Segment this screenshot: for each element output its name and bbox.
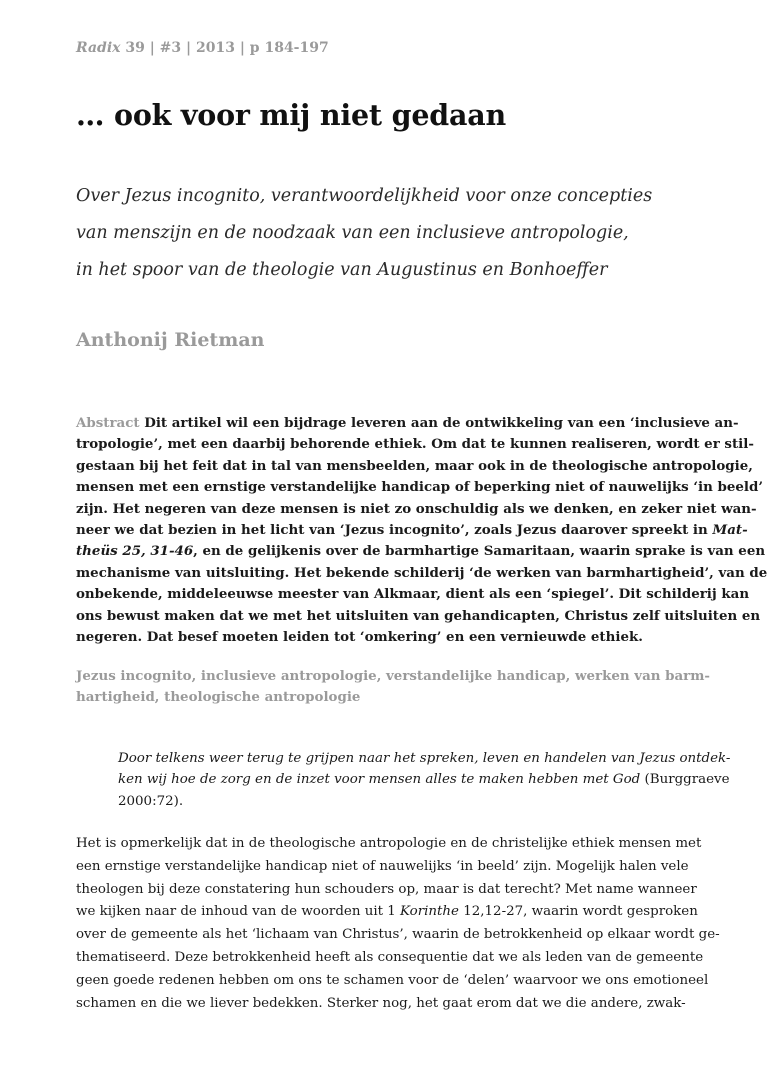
abstract-text: neer we dat bezien in het licht van ‘Jezus incognito’, zoals Jezus daarover spreekt in [76, 522, 713, 539]
journal-name: Radix [76, 40, 121, 56]
abstract-text: , en de gelijkenis over de barmhartige Samaritaan, waarin sprake is van een [193, 543, 766, 560]
abstract-line: mechanisme van uitsluiting. Het bekende schilderij ‘de werken van barmhartigheid’, van de [76, 564, 767, 581]
abstract-label: Abstract [76, 415, 140, 431]
body-text [76, 833, 720, 1015]
body-line: schamen en die we liever bedekken. Sterker nog, het gaat erom dat we die andere, zwak- [76, 995, 686, 1011]
scripture-reference: Mat- [712, 522, 748, 539]
article-subtitle [76, 178, 653, 289]
quote-line: 2000:72). [118, 793, 184, 809]
abstract-text: Dit artikel wil een bijdrage leveren aan de ontwikkeling van een ‘inclusieve an- [139, 415, 739, 431]
abstract-line: onbekende, middeleeuwse meester van Alkmaar, dient als een ‘spiegel’. Dit schilderij kan [76, 586, 750, 603]
body-line: over de gemeente als het ‘lichaam van Christus’, waarin de betrokkenheid op elkaar wordt ge- [76, 927, 720, 943]
abstract-line [76, 541, 766, 562]
journal-issue: 39 | #3 | 2013 | p 184-197 [120, 40, 329, 56]
abstract-line: ons bewust maken dat we met het uitsluiten van gehandicapten, Christus zelf uitsluiten en [76, 607, 761, 624]
body-line: een ernstige verstandelijke handicap niet of nauwelijks ‘in beeld’ zijn. Mogelijk halen vele [76, 858, 689, 874]
keywords [76, 666, 710, 709]
abstract-line: tropologie’, met een daarbij behorende ethiek. Om dat te kunnen realiseren, wordt er stil- [76, 436, 754, 453]
keywords-line: Jezus incognito, inclusieve antropologie, verstandelijke handicap, werken van barm- [76, 668, 710, 684]
body-line [76, 901, 698, 924]
body-line: Het is opmerkelijk dat in de theologische antropologie en de christelijke ethiek mensen met [76, 836, 702, 851]
body-line: theologen bij deze constatering hun schouders op, maar is dat terecht? Met name wanneer [76, 881, 697, 897]
quote-text: ken wij hoe de zorg en de inzet voor mensen alles te maken hebben met God [118, 772, 641, 788]
epigraph-quote [118, 748, 731, 812]
abstract [76, 413, 767, 648]
body-line: geen goede redenen hebben om ons te schamen voor de ‘delen’ waarvoor we ons emotioneel [76, 972, 709, 988]
body-text-span: 12,12-27, waarin wordt gesproken [458, 904, 698, 920]
subtitle-line: Over Jezus incognito, verantwoordelijkheid voor onze concepties [76, 186, 653, 206]
abstract-line [76, 520, 748, 541]
abstract-line [76, 413, 739, 434]
body-line: thematiseerd. Deze betrokkenheid heeft als consequentie dat we als leden van de gemeente [76, 949, 704, 965]
author-name: Anthonij Rietman [76, 329, 265, 351]
keywords-line: hartigheid, theologische antropologie [76, 689, 361, 706]
abstract-line: negeren. Dat besef moeten leiden tot ‘omkering’ en een vernieuwde ethiek. [76, 629, 643, 646]
body-text-span: we kijken naar de inhoud van de woorden uit 1 [76, 904, 401, 920]
subtitle-line: in het spoor van de theologie van Augustinus en Bonhoeffer [76, 260, 608, 280]
scripture-reference: Korinthe [400, 904, 459, 920]
subtitle-line: van menszijn en de noodzaak van een inclusieve antropologie, [76, 223, 629, 243]
abstract-line: gestaan bij het feit dat in tal van mensbeelden, maar ook in de theologische antropologie, [76, 457, 753, 474]
scripture-reference: theüs 25, 31-46 [76, 543, 194, 560]
article-title: … ook voor mij niet gedaan [76, 98, 507, 132]
quote-line [118, 769, 730, 790]
abstract-line: mensen met een ernstige verstandelijke handicap of beperking niet of nauwelijks ‘in beeld’ [76, 479, 764, 496]
abstract-line: zijn. Het negeren van deze mensen is niet zo onschuldig als we denken, en zeker niet wan- [76, 500, 757, 517]
journal-header [76, 40, 329, 56]
quote-line: Door telkens weer terug te grijpen naar het spreken, leven en handelen van Jezus ontdek- [118, 751, 731, 766]
quote-citation: (Burggraeve [640, 772, 730, 788]
